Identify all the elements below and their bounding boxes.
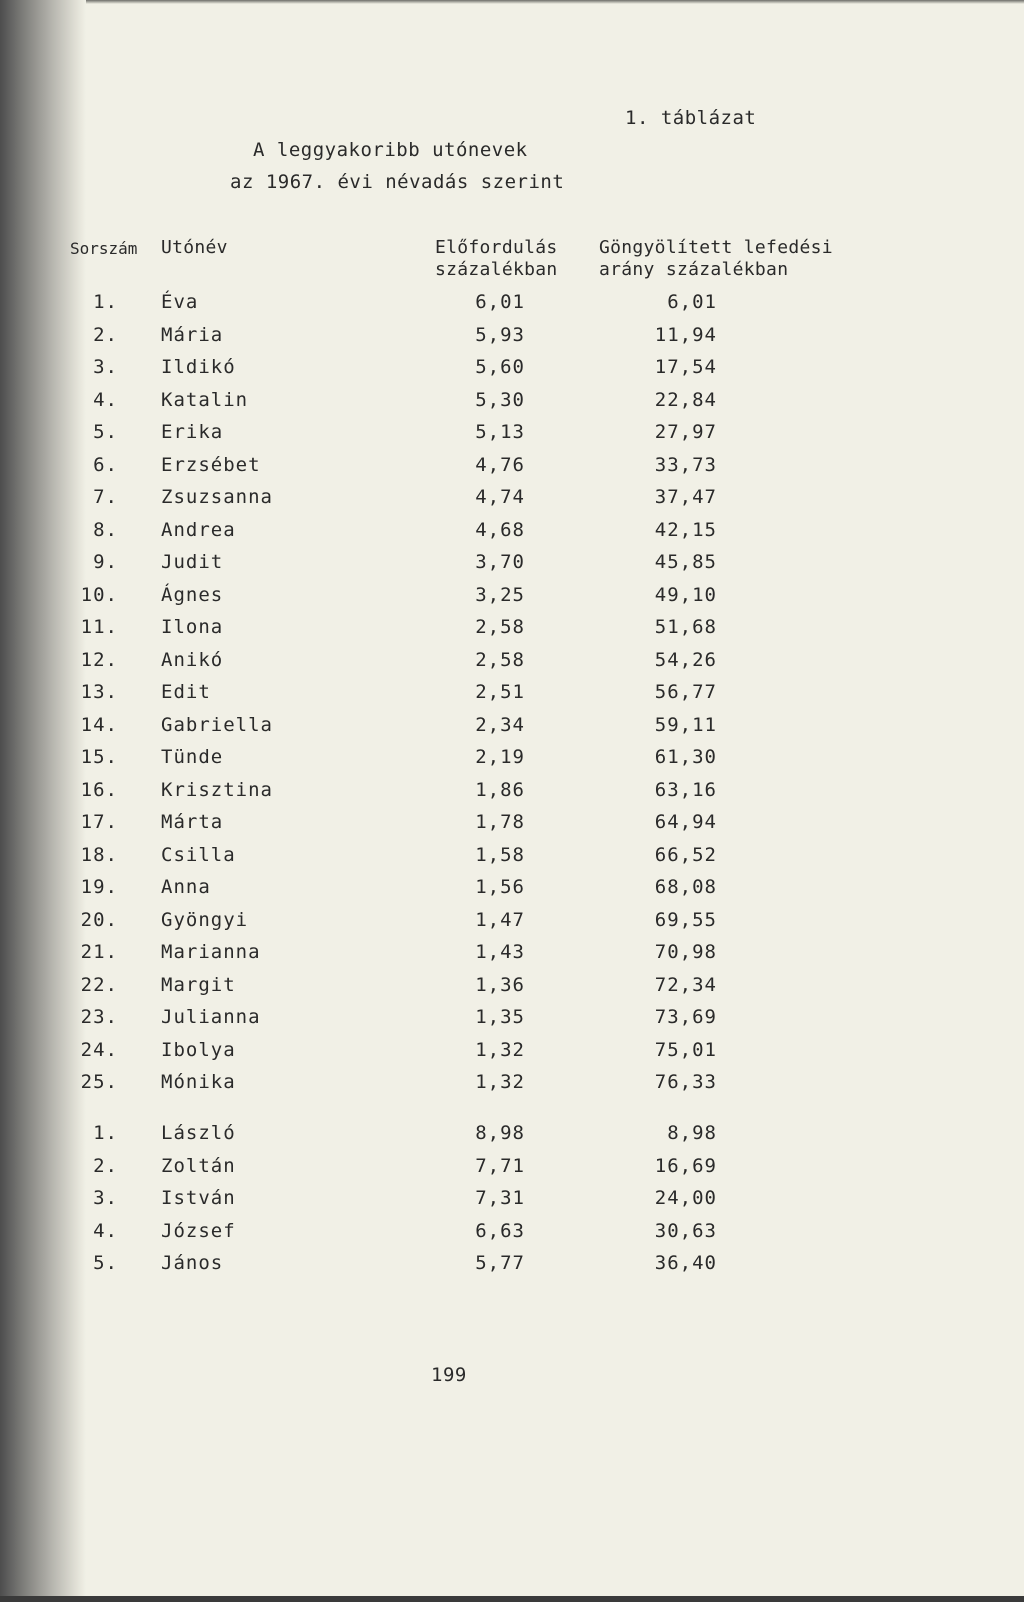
table-row	[0, 908, 1024, 940]
cumulative-cell: 11,94	[654, 323, 717, 346]
cumulative-cell: 61,30	[654, 746, 717, 768]
rank-cell: 7.	[93, 486, 118, 508]
table-row	[0, 485, 1024, 517]
table-row	[0, 843, 1024, 875]
frequency-cell: 1,36	[475, 973, 525, 996]
column-header-cumulative-line1: Göngyölített lefedési	[599, 237, 833, 258]
cumulative-cell: 70,98	[654, 941, 717, 963]
name-cell: Zsuzsanna	[161, 486, 273, 508]
table-row	[0, 745, 1024, 777]
rank-cell: 24.	[80, 1038, 118, 1061]
table-row	[0, 323, 1024, 355]
rank-cell: 1.	[93, 291, 118, 313]
frequency-cell: 1,78	[475, 811, 525, 833]
column-header-frequency-line1: Előfordulás	[435, 237, 558, 258]
column-header-cumulative	[599, 237, 833, 281]
frequency-cell: 2,51	[475, 681, 525, 703]
frequency-cell: 2,58	[475, 616, 525, 638]
frequency-cell: 1,56	[475, 876, 525, 898]
rank-cell: 8.	[93, 518, 118, 541]
frequency-cell: 1,43	[475, 941, 525, 963]
rank-cell: 5.	[93, 1252, 118, 1274]
cumulative-cell: 75,01	[654, 1038, 717, 1061]
name-cell: Gyöngyi	[161, 908, 249, 931]
frequency-cell: 6,63	[475, 1219, 525, 1242]
table-row	[0, 1186, 1024, 1218]
name-cell: Ibolya	[161, 1038, 236, 1061]
cumulative-cell: 30,63	[654, 1219, 717, 1242]
table-row	[0, 973, 1024, 1005]
cumulative-cell: 68,08	[654, 876, 717, 898]
cumulative-cell: 64,94	[654, 811, 717, 833]
table-row	[0, 290, 1024, 322]
name-cell: László	[161, 1122, 236, 1144]
table-row	[0, 1219, 1024, 1251]
name-cell: Erika	[161, 421, 224, 443]
rank-cell: 21.	[80, 941, 118, 963]
frequency-cell: 2,58	[475, 648, 525, 671]
frequency-cell: 5,13	[475, 421, 525, 443]
table-row	[0, 453, 1024, 485]
rank-cell: 2.	[93, 323, 118, 346]
name-cell: Mária	[161, 323, 224, 346]
rank-cell: 22.	[80, 973, 118, 996]
cumulative-cell: 69,55	[654, 908, 717, 931]
name-cell: Margit	[161, 973, 236, 996]
rank-cell: 4.	[93, 388, 118, 411]
name-cell: Edit	[161, 681, 211, 703]
cumulative-cell: 6,01	[667, 291, 717, 313]
cumulative-cell: 73,69	[654, 1006, 717, 1028]
name-cell: Gabriella	[161, 713, 273, 736]
table-row	[0, 1038, 1024, 1070]
cumulative-cell: 63,16	[654, 778, 717, 801]
frequency-cell: 3,25	[475, 583, 525, 606]
name-cell: Krisztina	[161, 778, 273, 801]
table-row	[0, 388, 1024, 420]
table-row	[0, 420, 1024, 452]
rank-cell: 20.	[80, 908, 118, 931]
page-number: 199	[431, 1364, 467, 1386]
rank-cell: 25.	[80, 1071, 118, 1093]
cumulative-cell: 16,69	[654, 1154, 717, 1177]
table-row	[0, 1154, 1024, 1186]
table-row	[0, 1121, 1024, 1153]
rank-cell: 1.	[93, 1122, 118, 1144]
table-row	[0, 583, 1024, 615]
table-row	[0, 680, 1024, 712]
frequency-cell: 5,30	[475, 388, 525, 411]
name-cell: Márta	[161, 811, 224, 833]
table-row	[0, 615, 1024, 647]
name-cell: Julianna	[161, 1006, 261, 1028]
rank-cell: 15.	[80, 746, 118, 768]
rank-cell: 9.	[93, 551, 118, 573]
frequency-cell: 1,58	[475, 843, 525, 866]
name-cell: Ágnes	[161, 583, 224, 606]
rank-cell: 13.	[80, 681, 118, 703]
frequency-cell: 2,34	[475, 713, 525, 736]
cumulative-cell: 24,00	[654, 1187, 717, 1209]
frequency-cell: 5,77	[475, 1252, 525, 1274]
cumulative-cell: 37,47	[654, 486, 717, 508]
frequency-cell: 7,71	[475, 1154, 525, 1177]
frequency-cell: 1,35	[475, 1006, 525, 1028]
name-cell: Andrea	[161, 518, 236, 541]
frequency-cell: 1,86	[475, 778, 525, 801]
table-title-line1: A leggyakoribb utónevek	[253, 139, 528, 161]
frequency-cell: 4,76	[475, 453, 525, 476]
cumulative-cell: 42,15	[654, 518, 717, 541]
rank-cell: 16.	[80, 778, 118, 801]
rank-cell: 11.	[80, 616, 118, 638]
rank-cell: 5.	[93, 421, 118, 443]
table-row	[0, 1005, 1024, 1037]
rank-cell: 6.	[93, 453, 118, 476]
cumulative-cell: 72,34	[654, 973, 717, 996]
table-row	[0, 1070, 1024, 1102]
column-header-name: Utónév	[161, 237, 228, 258]
cumulative-cell: 8,98	[667, 1122, 717, 1144]
rank-cell: 3.	[93, 356, 118, 378]
column-header-frequency-line2: százalékban	[435, 259, 558, 280]
frequency-cell: 1,32	[475, 1038, 525, 1061]
name-cell: Marianna	[161, 941, 261, 963]
table-label: 1. táblázat	[625, 107, 757, 129]
name-cell: Ilona	[161, 616, 224, 638]
rank-cell: 12.	[80, 648, 118, 671]
table-row	[0, 875, 1024, 907]
rank-cell: 2.	[93, 1154, 118, 1177]
rank-cell: 14.	[80, 713, 118, 736]
frequency-cell: 1,47	[475, 908, 525, 931]
name-cell: Judit	[161, 551, 224, 573]
cumulative-cell: 66,52	[654, 843, 717, 866]
column-header-rank: Sorszám	[70, 239, 138, 258]
cumulative-cell: 22,84	[654, 388, 717, 411]
frequency-cell: 5,60	[475, 356, 525, 378]
table-row	[0, 1251, 1024, 1283]
table-row	[0, 648, 1024, 680]
rank-cell: 23.	[80, 1006, 118, 1028]
table-row	[0, 810, 1024, 842]
rank-cell: 3.	[93, 1187, 118, 1209]
rank-cell: 10.	[80, 583, 118, 606]
cumulative-cell: 76,33	[654, 1071, 717, 1093]
rank-cell: 18.	[80, 843, 118, 866]
bottom-edge	[0, 1596, 1024, 1602]
cumulative-cell: 45,85	[654, 551, 717, 573]
name-cell: István	[161, 1187, 236, 1209]
frequency-cell: 7,31	[475, 1187, 525, 1209]
frequency-cell: 5,93	[475, 323, 525, 346]
rank-cell: 4.	[93, 1219, 118, 1242]
table-row	[0, 355, 1024, 387]
frequency-cell: 1,32	[475, 1071, 525, 1093]
name-cell: József	[161, 1219, 236, 1242]
column-header-frequency	[435, 237, 558, 281]
rank-cell: 19.	[80, 876, 118, 898]
cumulative-cell: 51,68	[654, 616, 717, 638]
name-cell: János	[161, 1252, 224, 1274]
name-cell: Csilla	[161, 843, 236, 866]
frequency-cell: 6,01	[475, 291, 525, 313]
cumulative-cell: 54,26	[654, 648, 717, 671]
frequency-cell: 3,70	[475, 551, 525, 573]
cumulative-cell: 27,97	[654, 421, 717, 443]
name-cell: Tünde	[161, 746, 224, 768]
frequency-cell: 4,74	[475, 486, 525, 508]
cumulative-cell: 17,54	[654, 356, 717, 378]
name-cell: Katalin	[161, 388, 249, 411]
table-row	[0, 518, 1024, 550]
cumulative-cell: 56,77	[654, 681, 717, 703]
name-cell: Mónika	[161, 1071, 236, 1093]
frequency-cell: 8,98	[475, 1122, 525, 1144]
cumulative-cell: 59,11	[654, 713, 717, 736]
cumulative-cell: 49,10	[654, 583, 717, 606]
table-row	[0, 713, 1024, 745]
cumulative-cell: 33,73	[654, 453, 717, 476]
frequency-cell: 2,19	[475, 746, 525, 768]
table-row	[0, 550, 1024, 582]
name-cell: Zoltán	[161, 1154, 236, 1177]
table-row	[0, 940, 1024, 972]
name-cell: Anna	[161, 876, 211, 898]
name-cell: Ildikó	[161, 356, 236, 378]
name-cell: Erzsébet	[161, 453, 261, 476]
rank-cell: 17.	[80, 811, 118, 833]
cumulative-cell: 36,40	[654, 1252, 717, 1274]
name-cell: Anikó	[161, 648, 224, 671]
name-cell: Éva	[161, 291, 199, 313]
table-row	[0, 778, 1024, 810]
table-title-line2: az 1967. évi névadás szerint	[230, 171, 565, 193]
column-header-cumulative-line2: arány százalékban	[599, 259, 789, 280]
frequency-cell: 4,68	[475, 518, 525, 541]
